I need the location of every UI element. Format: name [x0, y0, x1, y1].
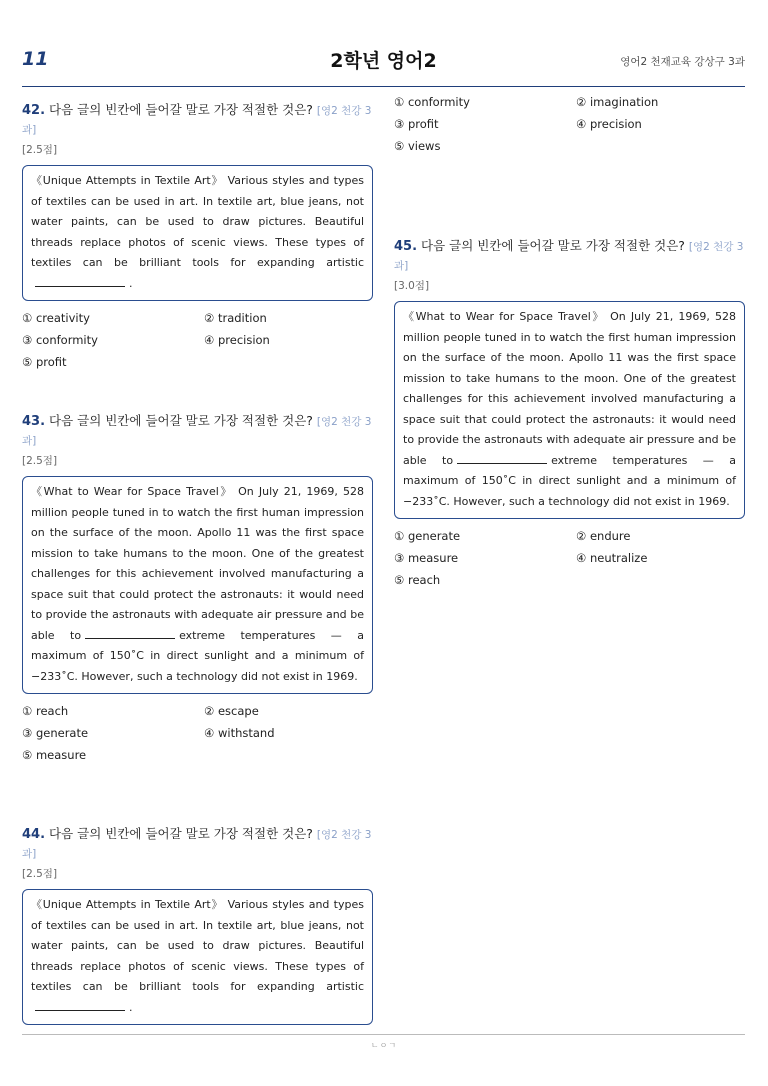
question-source: [영2 천강 3과] [22, 105, 372, 136]
passage-box [22, 165, 373, 301]
page-header [22, 44, 745, 87]
passage-box [22, 476, 373, 694]
choice-2[interactable]: ② escape [204, 704, 259, 718]
choice-4[interactable]: ④ withstand [204, 726, 275, 740]
choice-3[interactable]: ③ conformity [22, 333, 98, 347]
passage-box [22, 889, 373, 1025]
passage-box [394, 301, 745, 519]
choice-3[interactable]: ③ generate [22, 726, 89, 740]
choice-5[interactable]: ⑤ views [394, 139, 441, 153]
choice-list [394, 527, 745, 590]
question-source: [영2 천강 3과] [22, 829, 372, 860]
question-44 [22, 825, 373, 1025]
choice-1[interactable]: ① creativity [22, 311, 90, 325]
question-44-choices [394, 93, 745, 156]
choice-2[interactable]: ② imagination [576, 95, 659, 109]
choice-list [394, 93, 745, 156]
page-title: 2학년 영어2 [330, 50, 437, 72]
question-prompt: 다음 글의 빈칸에 들어갈 말로 가장 적절한 것은? [49, 413, 313, 428]
answer-blank [85, 626, 175, 639]
answer-blank [457, 451, 547, 464]
question-prompt: 다음 글의 빈칸에 들어갈 말로 가장 적절한 것은? [49, 826, 313, 841]
question-number: 44. [22, 827, 46, 842]
question-header [22, 825, 373, 863]
passage-text: 《Unique Attempts in Textile Art》 Various styles and types of textiles can be used in art. In textile art, blue jeans, not water paints, can be used to draw pictures. Beautiful threads replace photos of scenic views. These types of textiles can be brilliant tools for expanding artistic [31, 174, 364, 269]
question-source: [영2 천강 3과] [22, 416, 372, 447]
choice-1[interactable]: ① generate [394, 529, 461, 543]
answer-blank [35, 998, 125, 1011]
footer-mark: ㄴㅇㄱ [370, 1041, 398, 1050]
choice-3[interactable]: ③ profit [394, 117, 439, 131]
choice-2[interactable]: ② endure [576, 529, 631, 543]
choice-4[interactable]: ④ precision [204, 333, 270, 347]
choice-5[interactable]: ⑤ reach [394, 573, 441, 587]
passage-text-end: extreme temperatures — a maximum of 150˚C in direct sunlight and a minimum of −233˚C. However, such a technology did not exist in 1969. [31, 628, 364, 683]
question-prompt: 다음 글의 빈칸에 들어갈 말로 가장 적절한 것은? [421, 238, 685, 253]
choice-5[interactable]: ⑤ profit [22, 355, 67, 369]
question-42 [22, 101, 373, 372]
question-prompt: 다음 글의 빈칸에 들어갈 말로 가장 적절한 것은? [49, 102, 313, 117]
passage-text-end: . [129, 276, 133, 290]
question-points: [2.5점] [22, 455, 58, 467]
page-subtitle: 영어2 천재교육 강상구 3과 [620, 56, 745, 68]
passage-text: 《What to Wear for Space Travel》 On July 21, 1969, 528 million people tuned in to watch the first human impression on the surface of the moon. Apollo 11 was the first space mission to take humans to the moon. One of the greatest challenges for this achievement involved manufacturing a space suit that could protect the astronauts: it would need to provide the astronauts with adequate air pressure and be able to [31, 485, 364, 642]
choice-5[interactable]: ⑤ measure [22, 748, 87, 762]
question-header [22, 412, 373, 450]
question-points: [3.0점] [394, 280, 430, 292]
question-number: 42. [22, 103, 46, 118]
passage-text-end: extreme temperatures — a maximum of 150˚C in direct sunlight and a minimum of −233˚C. However, such a technology did not exist in 1969. [403, 453, 736, 508]
question-45 [394, 237, 745, 590]
question-number: 43. [22, 414, 46, 429]
choice-1[interactable]: ① conformity [394, 95, 470, 109]
question-points: [2.5점] [22, 868, 58, 880]
answer-blank [35, 274, 125, 287]
question-source: [영2 천강 3과] [394, 241, 744, 272]
footer-divider [22, 1034, 745, 1035]
passage-text-end: . [129, 1000, 133, 1014]
question-header [22, 101, 373, 139]
question-points: [2.5점] [22, 144, 58, 156]
choice-4[interactable]: ④ neutralize [576, 551, 648, 565]
page-number: 11 [22, 48, 49, 70]
question-number: 45. [394, 239, 418, 254]
choice-2[interactable]: ② tradition [204, 311, 267, 325]
choice-list [22, 309, 373, 372]
choice-list [22, 702, 373, 765]
question-43 [22, 412, 373, 765]
passage-text: 《What to Wear for Space Travel》 On July 21, 1969, 528 million people tuned in to watch the first human impression on the surface of the moon. Apollo 11 was the first space mission to take humans to the moon. One of the greatest challenges for this achievement involved manufacturing a space suit that could protect the astronauts: it would need to provide the astronauts with adequate air pressure and be able to [403, 310, 736, 467]
passage-text: 《Unique Attempts in Textile Art》 Various styles and types of textiles can be used in art. In textile art, blue jeans, not water paints, can be used to draw pictures. Beautiful threads replace photos of scenic views. These types of textiles can be brilliant tools for expanding artistic [31, 898, 364, 993]
choice-1[interactable]: ① reach [22, 704, 69, 718]
choice-4[interactable]: ④ precision [576, 117, 642, 131]
choice-3[interactable]: ③ measure [394, 551, 459, 565]
question-header [394, 237, 745, 275]
